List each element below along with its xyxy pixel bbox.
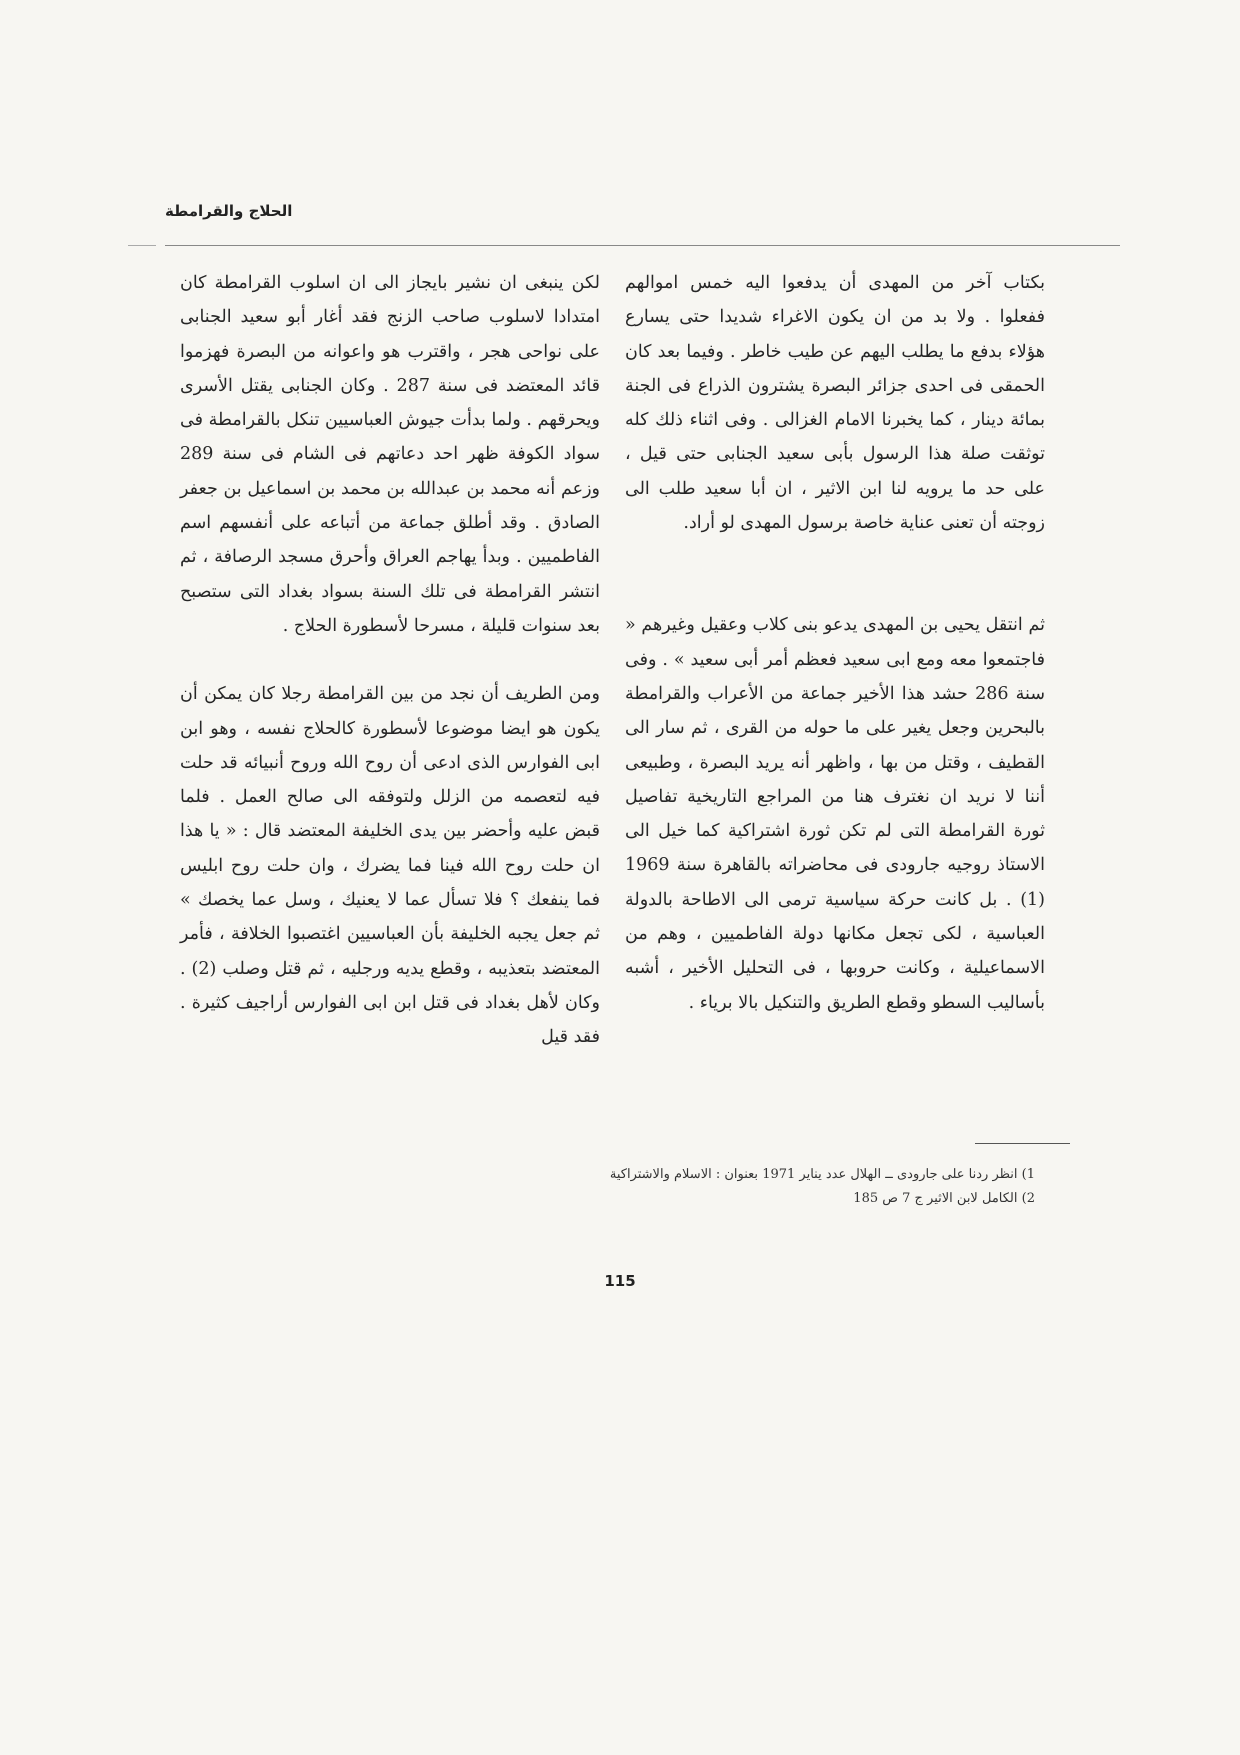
left-paragraph-1: لكن ينبغى ان نشير بايجاز الى ان اسلوب القرامطة كان امتدادا لاسلوب صاحب الزنج فقد أغار أبو سعيد الجنابى على نواحى هجر ، واقترب هو واعوانه من البصرة فهزموا قائد المعتضد فى سنة 287 . وكان الجنابى يقتل الأسرى ويحرقهم . ولما بدأت جيوش العباسيين تنكل بالقرامطة فى سواد الكوفة ظهر احد دعاتهم فى الشام فى سنة 289 وزعم أنه محمد بن عبدالله بن محمد بن اسماعيل بن جعفر الصادق . وقد أطلق جماعة من أتباعه على أنفسهم اسم الفاطميين . وبدأ يهاجم العراق وأحرق مسجد الرصافة ، ثم انتشر القرامطة فى تلك السنة بسواد بغداد التى ستصبح بعد سنوات قليلة ، مسرحا لأسطورة الحلاج . <box>180 273 600 636</box>
footnote-rule <box>975 1143 1070 1144</box>
header-rule <box>165 245 1120 246</box>
footnote-1: 1) انظر ردنا على جارودى ــ الهلال عدد يناير 1971 بعنوان : الاسلام والاشتراكية <box>609 1167 1035 1182</box>
right-paragraph-1: بكتاب آخر من المهدى أن يدفعوا اليه خمس اموالهم ففعلوا . ولا بد من ان يكون الاغراء شديدا حتى يسارع هؤلاء بدفع ما يطلب اليهم عن طيب خاطر . وفيما بعد كان الحمقى فى احدى جزائر البصرة يشترون الذراع فى الجنة بمائة دينار ، كما يخبرنا الامام الغزالى . وفى اثناء ذلك كله توثقت صلة هذا الرسول بأبى سعيد الجنابى حتى قيل ، على حد ما يرويه لنا ابن الاثير ، ان أبا سعيد طلب الى زوجته أن تعنى عناية خاصة برسول المهدى لو أراد. <box>625 273 1045 534</box>
right-paragraph-2: ثم انتقل يحيى بن المهدى يدعو بنى كلاب وعقيل وغيرهم « فاجتمعوا معه ومع ابى سعيد فعظم أمر أبى سعيد » . وفى سنة 286 حشد هذا الأخير جماعة من الأعراب والقرامطة بالبحرين وجعل يغير على ما حوله من القرى ، ثم سار الى القطيف ، وقتل من بها ، واظهر أنه يريد البصرة ، وطبيعى أننا لا نريد ان نغترف هنا من المراجع التاريخية تفاصيل ثورة القرامطة التى لم تكن ثورة اشتراكية كما خيل الى الاستاذ روجيه جارودى فى محاضراته بالقاهرة سنة 1969 (1) . بل كانت حركة سياسية ترمى الى الاطاحة بالدولة العباسية ، لكى تجعل مكانها دولة الفاطميين ، وهم من الاسماعيلية ، وكانت حروبها ، فى التحليل الأخير ، أشبه بأساليب السطو وقطع الطريق والتنكيل بالا برياء . <box>625 615 1045 1013</box>
paragraph-gap <box>625 540 1045 608</box>
footnote-2: 2) الكامل لابن الاثير ج 7 ص 185 <box>853 1191 1035 1206</box>
header-rule-stub <box>128 245 156 246</box>
right-column <box>625 266 1045 1020</box>
left-column <box>180 266 600 1055</box>
running-header: الحلاج والقرامطة <box>165 202 293 220</box>
footnotes <box>480 1163 1035 1211</box>
page-number: 115 <box>604 1272 636 1290</box>
paragraph-gap <box>180 643 600 677</box>
left-paragraph-2: ومن الطريف أن نجد من بين القرامطة رجلا كان يمكن أن يكون هو ايضا موضوعا لأسطورة كالحلاج نفسه ، وهو ابن ابى الفوارس الذى ادعى أن روح الله وروح أنبيائه قد حلت فيه لتعصمه من الزلل ولتوفقه الى صالح العمل . فلما قبض عليه وأحضر بين يدى الخليفة المعتضد قال : « يا هذا ان حلت روح الله فينا فما يضرك ، وان حلت روح ابليس فما ينفعك ؟ فلا تسأل عما لا يعنيك ، وسل عما يخصك » ثم جعل يجبه الخليفة بأن العباسيين اغتصبوا الخلافة ، فأمر المعتضد بتعذيبه ، وقطع يديه ورجليه ، ثم قتل وصلب (2) . وكان لأهل بغداد فى قتل ابن ابى الفوارس أراجيف كثيرة . فقد قيل <box>180 684 600 1048</box>
